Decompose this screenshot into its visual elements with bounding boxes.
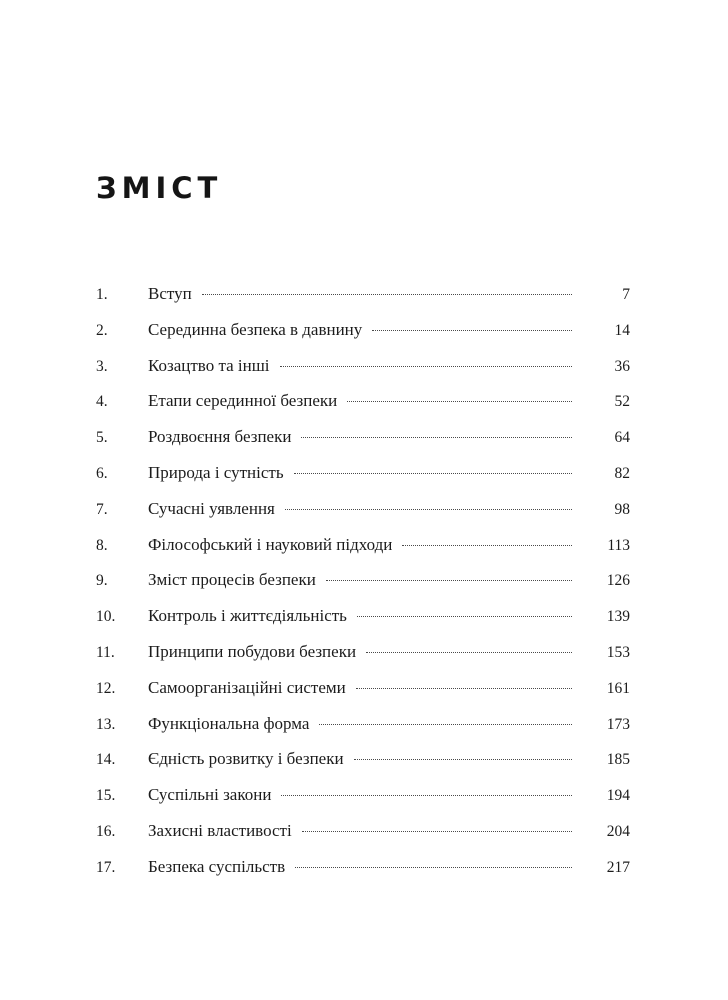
dot-leader [319, 724, 572, 725]
toc-entry-title: Серединна безпека в давнину [148, 319, 363, 339]
toc-entry-page: 82 [614, 464, 630, 482]
toc-entry-number: 9. [96, 572, 108, 590]
toc-entry-page: 217 [606, 858, 630, 876]
toc-entry-page: 52 [614, 393, 630, 411]
dot-leader [357, 616, 572, 617]
toc-entry[interactable] [96, 749, 630, 785]
toc-entry[interactable] [96, 356, 630, 392]
toc-entry-number: 13. [96, 715, 116, 733]
toc-entry-page: 173 [606, 715, 630, 733]
page-title: ЗМІСТ [96, 171, 223, 205]
toc-entry[interactable] [96, 391, 630, 427]
toc-entry[interactable] [96, 714, 630, 750]
toc-entry-page: 14 [614, 321, 630, 339]
toc-entry-page: 185 [606, 751, 630, 769]
toc-entry-number: 17. [96, 858, 116, 876]
toc-entry-title: Роздвоєння безпеки [148, 427, 292, 447]
toc-entry-title: Козацтво та інші [148, 355, 270, 375]
toc-entry-page: 153 [606, 643, 630, 661]
toc-entry-title: Суспільні закони [148, 785, 272, 805]
toc-entry-page: 194 [606, 787, 630, 805]
toc-entry-number: 2. [96, 321, 108, 339]
dot-leader [280, 366, 572, 367]
dot-leader [302, 831, 572, 832]
toc-entry-number: 10. [96, 608, 116, 626]
toc-entry[interactable] [96, 463, 630, 499]
toc-entry-number: 3. [96, 357, 108, 375]
toc-entry-title: Вступ [148, 284, 192, 303]
toc-entry-page: 113 [607, 536, 630, 554]
toc-entry-title: Природа і сутність [148, 462, 284, 482]
toc-entry[interactable] [96, 678, 630, 714]
toc-entry-number: 16. [96, 822, 116, 840]
toc-entry-page: 126 [606, 572, 630, 590]
toc-entry-number: 12. [96, 679, 116, 697]
toc-entry-page: 7 [622, 286, 630, 303]
toc-entry-number: 15. [96, 787, 116, 805]
dot-leader [402, 545, 572, 546]
toc-entry-title: Філософський і науковий підходи [148, 534, 393, 554]
dot-leader [202, 294, 572, 295]
toc-entry-number: 1. [96, 286, 108, 303]
toc-entry-title: Етапи серединної безпеки [148, 391, 338, 411]
dot-leader [372, 330, 572, 331]
toc-entry[interactable] [96, 857, 630, 893]
toc-entry-title: Безпека суспільств [148, 856, 286, 876]
toc-entry-page: 98 [614, 500, 630, 518]
dot-leader [294, 473, 572, 474]
toc-entry[interactable] [96, 427, 630, 463]
toc-entry[interactable] [96, 284, 630, 320]
dot-leader [301, 437, 572, 438]
toc-entry-title: Захисні властивості [148, 820, 292, 840]
toc-entry-title: Сучасні уявлення [148, 498, 275, 518]
toc-entry[interactable] [96, 535, 630, 571]
dot-leader [347, 401, 572, 402]
toc-entry-page: 204 [606, 822, 630, 840]
toc-entry-title: Контроль і життєдіяльність [148, 606, 347, 626]
toc-entry-number: 6. [96, 464, 108, 482]
toc-entry-title: Принципи побудови безпеки [148, 641, 357, 661]
toc-entry[interactable] [96, 821, 630, 857]
dot-leader [366, 652, 572, 653]
toc-entry-number: 11. [96, 643, 115, 661]
toc-entry[interactable] [96, 785, 630, 821]
toc-entry-page: 161 [606, 679, 630, 697]
toc-entry-number: 4. [96, 393, 108, 411]
dot-leader [281, 795, 572, 796]
dot-leader [326, 580, 572, 581]
toc-entry[interactable] [96, 570, 630, 606]
toc-entry-number: 14. [96, 751, 116, 769]
toc-entry[interactable] [96, 642, 630, 678]
dot-leader [285, 509, 572, 510]
toc-entry-title: Самоорганізаційні системи [148, 677, 346, 697]
toc-entry-number: 5. [96, 429, 108, 447]
toc-entry-title: Єдність розвитку і безпеки [148, 749, 344, 769]
dot-leader [295, 867, 572, 868]
dot-leader [356, 688, 572, 689]
dot-leader [354, 759, 572, 760]
toc-entry-page: 64 [614, 429, 630, 447]
toc-entry[interactable] [96, 499, 630, 535]
toc-entry-title: Функціональна форма [148, 713, 310, 733]
toc-entry-number: 8. [96, 536, 108, 554]
toc-entry[interactable] [96, 320, 630, 356]
toc-entry-page: 36 [614, 357, 630, 375]
toc-entry-page: 139 [606, 608, 630, 626]
toc-entry-number: 7. [96, 500, 108, 518]
toc-entry-title: Зміст процесів безпеки [148, 570, 316, 590]
toc-entry[interactable] [96, 606, 630, 642]
table-of-contents [96, 284, 630, 893]
